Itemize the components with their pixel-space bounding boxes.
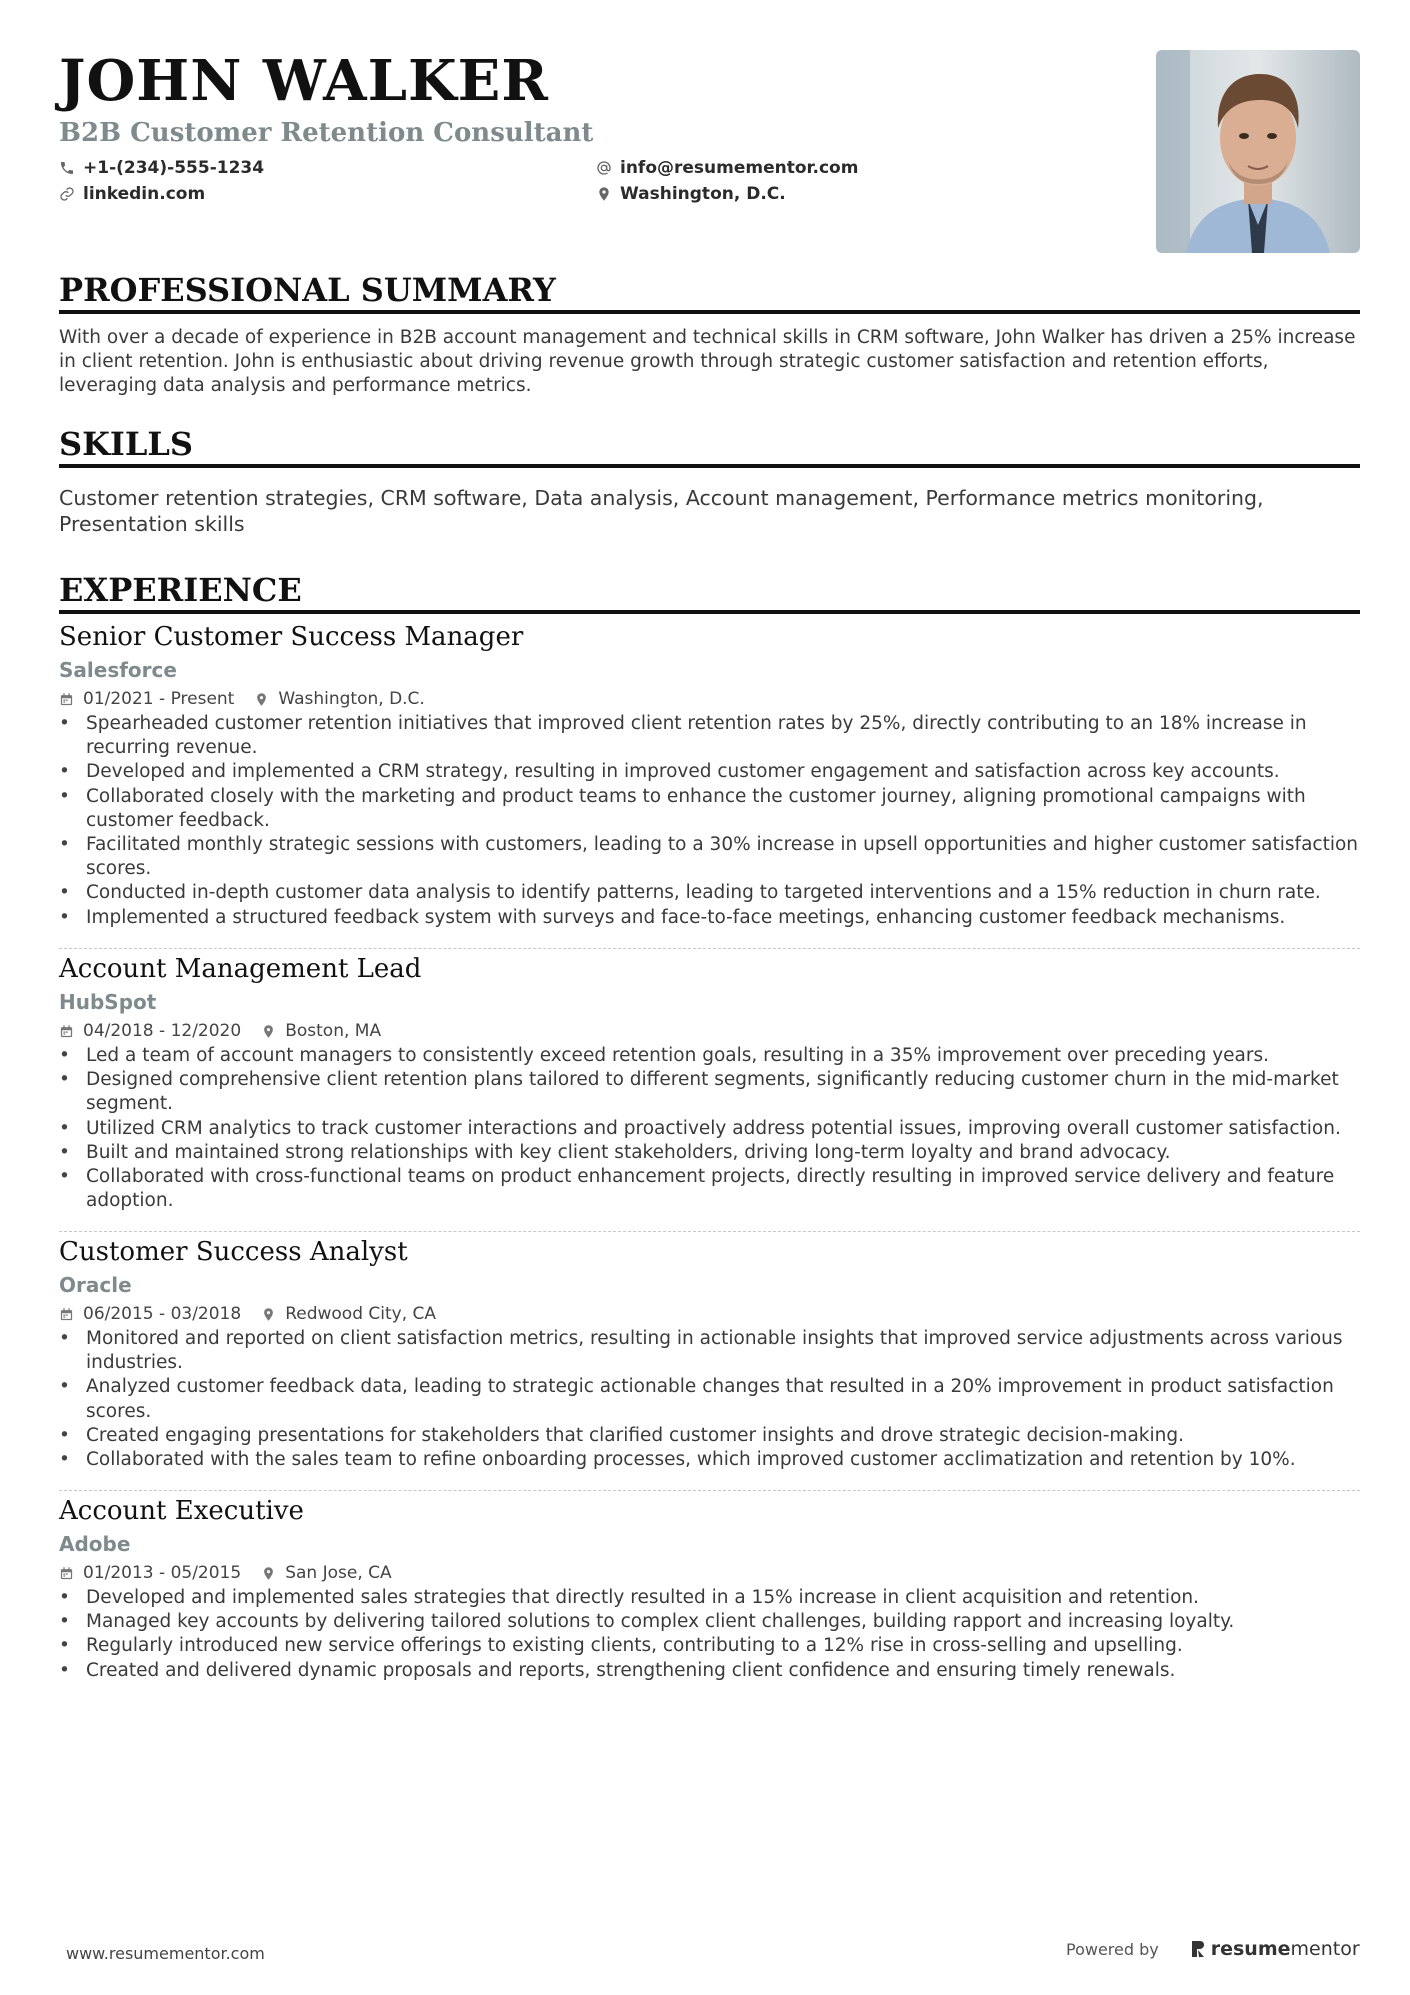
calendar-icon [59,1307,74,1322]
list-item: • Spearheaded customer retention initiatives that improved client retention rates by 25%, directly contributing to an 18% increase in recurring revenue. [59,712,1360,760]
contact-info [59,154,1059,210]
job-entry [59,1494,1360,1683]
list-item: • Analyzed customer feedback data, leading to strategic actionable changes that resulted in a 20% improvement in product satisfaction scores. [59,1375,1360,1423]
phone-text: +1-(234)-555-1234 [83,158,265,178]
job-location: Redwood City, CA [285,1304,437,1324]
job-divider [59,1490,1360,1491]
contact-linkedin[interactable] [59,182,205,206]
job-dates: 01/2021 - Present [83,689,235,709]
job-meta [59,686,1360,712]
linkedin-text: linkedin.com [83,184,206,204]
job-bullets [59,1044,1360,1213]
list-item: • Developed and implemented sales strategies that directly resulted in a 15% increase in client acquisition and retention. [59,1586,1360,1610]
company-name: Adobe [59,1532,131,1556]
map-pin-icon [261,1566,276,1581]
list-item: • Developed and implemented a CRM strategy, resulting in improved customer engagement and satisfaction across key accounts. [59,760,1360,784]
job-location: San Jose, CA [285,1563,392,1583]
candidate-title: B2B Customer Retention Consultant [59,118,594,148]
job-bullets [59,712,1360,930]
footer-powered-by [1066,1938,1360,1960]
contact-phone [59,156,264,180]
list-item: • Designed comprehensive client retention plans tailored to different segments, significantly reducing customer churn in the mid-market segment. [59,1068,1360,1116]
job-location: Boston, MA [285,1021,382,1041]
job-title: Account Management Lead [59,954,422,984]
contact-location [596,182,786,206]
job-dates: 06/2015 - 03/2018 [83,1304,242,1324]
email-text: info@resumementor.com [620,158,859,178]
skills-text: Customer retention strategies, CRM software, Data analysis, Account management, Performance metrics monitoring, Presentation skills [59,486,1264,536]
job-dates: 01/2013 - 05/2015 [83,1563,242,1583]
powered-by-label: Powered by [1066,1939,1159,1959]
job-dates: 04/2018 - 12/2020 [83,1021,242,1041]
contact-email[interactable] [596,156,858,180]
list-item: • Built and maintained strong relationships with key client stakeholders, driving long-term loyalty and brand advocacy. [59,1141,1360,1165]
job-title: Account Executive [59,1496,304,1526]
list-item: • Led a team of account managers to consistently exceed retention goals, resulting in a 35% improvement over preceding years. [59,1044,1360,1068]
list-item: • Utilized CRM analytics to track customer interactions and proactively address potential issues, improving overall customer satisfaction. [59,1117,1360,1141]
job-meta [59,1301,1360,1327]
company-name: HubSpot [59,990,157,1014]
company-name: Oracle [59,1273,132,1297]
job-bullets [59,1327,1360,1472]
calendar-icon [59,1024,74,1039]
company-name: Salesforce [59,658,177,682]
list-item: • Implemented a structured feedback system with surveys and face-to-face meetings, enhancing customer feedback mechanisms. [59,906,1360,930]
brand-light: mentor [1290,1938,1360,1960]
at-icon [596,160,612,176]
job-entry [59,952,1360,1213]
job-bullets [59,1586,1360,1683]
list-item: • Regularly introduced new service offerings to existing clients, contributing to a 12% rise in cross-selling and upselling. [59,1634,1360,1658]
summary-heading: PROFESSIONAL SUMMARY [59,270,1360,314]
calendar-icon [59,692,74,707]
map-pin-icon [261,1024,276,1039]
job-title: Senior Customer Success Manager [59,622,524,652]
job-location: Washington, D.C. [278,689,425,709]
calendar-icon [59,1566,74,1581]
map-pin-icon [261,1307,276,1322]
skills-heading: SKILLS [59,424,1360,468]
job-title: Customer Success Analyst [59,1237,408,1267]
job-divider [59,948,1360,949]
list-item: • Created engaging presentations for stakeholders that clarified customer insights and drove strategic decision-making. [59,1424,1360,1448]
experience-heading: EXPERIENCE [59,570,1360,614]
candidate-name: JOHN WALKER [59,48,549,114]
job-entry [59,1235,1360,1472]
job-meta [59,1560,1360,1586]
resume-header [59,46,1059,210]
phone-icon [59,160,75,176]
map-pin-icon [596,186,612,202]
list-item: • Collaborated closely with the marketing and product teams to enhance the customer journey, aligning promotional campaigns with customer feedback. [59,785,1360,833]
list-item: • Facilitated monthly strategic sessions with customers, leading to a 30% increase in upsell opportunities and higher customer satisfaction scores. [59,833,1360,881]
resumementor-logo-icon [1189,1938,1207,1960]
map-pin-icon [254,692,269,707]
list-item: • Conducted in-depth customer data analysis to identify patterns, leading to targeted interventions and a 15% reduction in churn rate. [59,881,1360,905]
list-item: • Created and delivered dynamic proposals and reports, strengthening client confidence and ensuring timely renewals. [59,1659,1360,1683]
profile-photo [1156,50,1360,253]
link-icon [59,186,75,202]
list-item: • Monitored and reported on client satisfaction metrics, resulting in actionable insights that improved service adjustments across various industries. [59,1327,1360,1375]
summary-text: With over a decade of experience in B2B account management and technical skills in CRM software, John Walker has driven a 25% increase in client retention. John is enthusiastic about driving revenue growth through strategic customer satisfaction and retention efforts, leveraging data analysis and performance metrics. [59,327,1356,396]
brand-logo[interactable] [1189,1938,1360,1960]
list-item: • Collaborated with cross-functional teams on product enhancement projects, directly resulting in improved service delivery and feature adoption. [59,1165,1360,1213]
job-meta [59,1018,1360,1044]
list-item: • Managed key accounts by delivering tailored solutions to complex client challenges, building rapport and increasing loyalty. [59,1610,1360,1634]
list-item: • Collaborated with the sales team to refine onboarding processes, which improved customer acclimatization and retention by 10%. [59,1448,1360,1472]
job-entry [59,620,1360,930]
job-divider [59,1231,1360,1232]
brand-bold: resume [1210,1938,1291,1960]
footer-website[interactable]: www.resumementor.com [66,1944,265,1963]
location-text: Washington, D.C. [620,184,786,204]
